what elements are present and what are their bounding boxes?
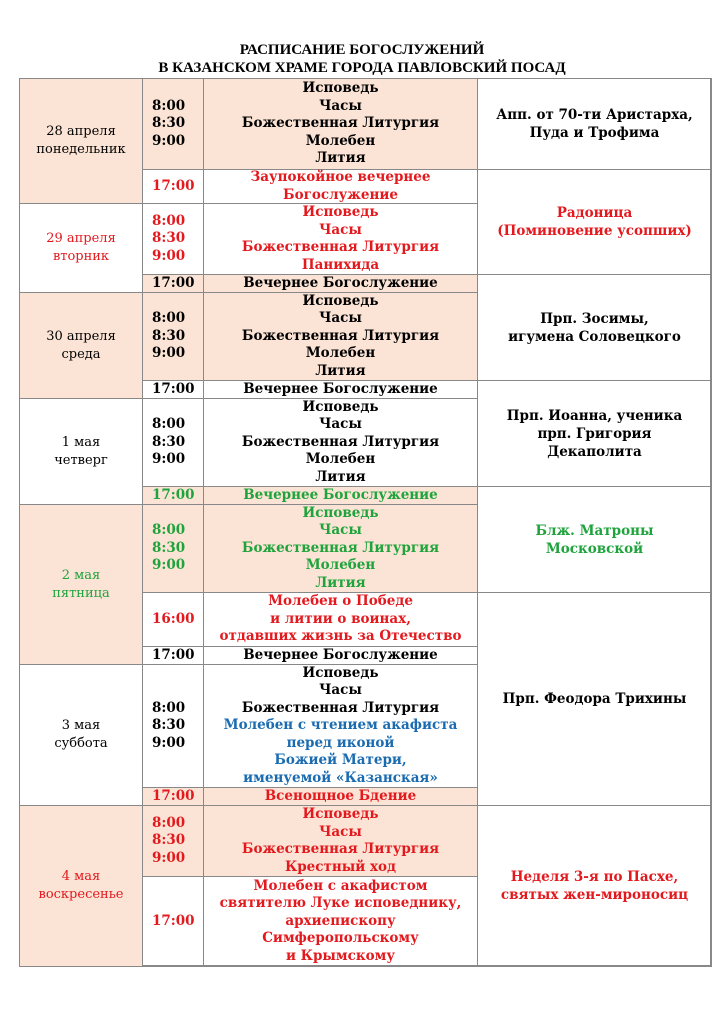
feast-name: Прп. Зосимы,	[540, 310, 649, 327]
feast-name: Декаполита	[547, 443, 642, 460]
time-cell	[142, 274, 204, 293]
service-cell	[203, 664, 478, 788]
service-name: Молебен	[305, 345, 376, 362]
service-name: Молебен	[305, 557, 376, 574]
time-cell	[142, 504, 204, 593]
day-weekday: вторник	[52, 249, 110, 264]
time-cell	[142, 646, 204, 665]
service-name: Божественная Литургия	[241, 327, 440, 344]
service-name: Божественная Литургия	[241, 539, 440, 556]
service-time: 8:00	[152, 97, 186, 114]
service-cell	[203, 274, 478, 293]
feast-cell	[477, 169, 712, 275]
service-name: Молебен с акафистом	[253, 877, 428, 894]
day-date: 2 мая	[61, 567, 101, 583]
service-name: Божественная Литургия	[241, 239, 440, 255]
day-cell	[19, 398, 143, 505]
service-cell	[203, 169, 478, 204]
service-time: 17:00	[152, 177, 195, 194]
service-cell	[203, 203, 478, 275]
service-name: святителю Луке исповеднику,	[219, 895, 462, 912]
day-cell	[19, 805, 143, 967]
time-cell	[142, 78, 204, 170]
service-time: 9:00	[152, 345, 186, 362]
service-name: Часы	[319, 682, 362, 699]
service-name: Молебен	[305, 132, 376, 149]
day-weekday: пятница	[52, 585, 110, 601]
service-time: 17:00	[152, 380, 195, 397]
service-name: Часы	[319, 823, 362, 840]
day-date: 28 апреля	[46, 124, 116, 139]
service-name: отдавших жизнь за Отечество	[219, 628, 462, 645]
day-cell	[19, 78, 143, 204]
service-cell	[203, 380, 478, 399]
day-date: 30 апреля	[46, 328, 116, 344]
feast-cell	[477, 78, 712, 170]
service-name: Божественная Литургия	[241, 841, 440, 857]
service-name: и Крымскому	[285, 947, 396, 964]
day-cell	[19, 292, 143, 399]
feast-cell	[477, 486, 712, 593]
service-name: Молебен о Победе	[268, 593, 413, 610]
feast-name: Московской	[545, 540, 644, 557]
service-cell	[203, 398, 478, 487]
feast-name: Радоница	[556, 205, 633, 221]
service-time: 16:00	[152, 610, 195, 627]
service-name: Часы	[319, 310, 362, 327]
time-cell	[142, 203, 204, 275]
schedule-title-line2: В КАЗАНСКОМ ХРАМЕ ГОРОДА ПАВЛОВСКИЙ ПОСАД	[158, 60, 566, 76]
service-name: перед иконой	[286, 734, 395, 751]
schedule-title-line1: РАСПИСАНИЕ БОГОСЛУЖЕНИЙ	[239, 42, 485, 58]
service-time: 17:00	[152, 787, 195, 804]
day-weekday: суббота	[54, 736, 108, 751]
service-name: Богослужение	[283, 186, 398, 203]
service-name: Вечернее Богослужение	[243, 274, 438, 291]
day-cell	[19, 664, 143, 806]
time-cell	[142, 292, 204, 381]
service-name: Лития	[315, 468, 366, 485]
day-cell	[19, 504, 143, 665]
feast-name: прп. Григория	[537, 425, 652, 442]
service-name: Часы	[319, 97, 362, 114]
feast-name: игумена Соловецкого	[508, 328, 681, 345]
service-name: Часы	[319, 416, 362, 433]
service-cell	[203, 787, 478, 806]
time-cell	[142, 876, 204, 967]
service-time: 8:30	[152, 433, 186, 450]
time-cell	[142, 805, 204, 877]
service-cell	[203, 876, 478, 967]
service-name: Исповедь	[302, 292, 379, 309]
service-name: именуемой «Казанская»	[243, 769, 438, 786]
service-name: Исповедь	[302, 504, 379, 521]
service-name: Крестный ход	[284, 858, 397, 875]
day-date: 1 мая	[61, 434, 101, 450]
day-weekday: воскресенье	[38, 887, 124, 902]
service-cell	[203, 504, 478, 593]
service-name: Исповедь	[302, 398, 379, 415]
day-cell	[19, 203, 143, 293]
service-name: Божественная Литургия	[241, 699, 440, 716]
service-time: 9:00	[152, 451, 186, 468]
service-cell	[203, 805, 478, 877]
service-name: Исповедь	[302, 204, 379, 220]
time-cell	[142, 169, 204, 204]
service-cell	[203, 646, 478, 665]
service-time: 17:00	[152, 646, 195, 663]
service-name: Вечернее Богослужение	[243, 646, 438, 663]
service-name: Заупокойное вечернее	[250, 169, 431, 185]
service-time: 9:00	[152, 734, 186, 751]
service-name: Часы	[319, 522, 362, 539]
service-name: Молебен	[305, 451, 376, 468]
feast-cell	[477, 805, 712, 967]
service-time: 8:30	[152, 327, 186, 344]
service-name: Лития	[315, 362, 366, 379]
feast-cell	[477, 274, 712, 381]
service-time: 8:30	[152, 832, 186, 849]
time-cell	[142, 664, 204, 788]
service-time: 8:30	[152, 539, 186, 556]
time-cell	[142, 787, 204, 806]
service-cell	[203, 78, 478, 170]
service-name: Лития	[315, 150, 366, 167]
service-time: 17:00	[152, 274, 195, 291]
service-name: Панихида	[301, 256, 380, 273]
service-time: 17:00	[152, 912, 195, 929]
service-time: 9:00	[152, 557, 186, 574]
service-name: Всенощное Бдение	[264, 787, 417, 804]
service-name: Божией Матери,	[274, 752, 407, 769]
service-time: 8:30	[152, 717, 186, 734]
service-name: Молебен с чтением акафиста	[223, 717, 458, 734]
service-time: 8:00	[152, 416, 186, 433]
service-time: 8:30	[152, 230, 186, 247]
day-weekday: четверг	[54, 452, 108, 468]
service-time: 8:00	[152, 522, 186, 539]
feast-name: святых жен-мироносиц	[500, 887, 689, 903]
day-date: 3 мая	[61, 718, 101, 733]
service-time: 8:00	[152, 814, 186, 831]
day-date: 29 апреля	[46, 231, 116, 246]
day-weekday: понедельник	[36, 142, 126, 157]
service-name: Симферопольскому	[262, 930, 419, 947]
service-cell	[203, 592, 478, 647]
service-name: Божественная Литургия	[241, 433, 440, 450]
service-time: 8:00	[152, 699, 186, 716]
feast-name: Прп. Иоанна, ученика	[506, 407, 683, 424]
day-weekday: среда	[61, 346, 101, 362]
service-name: Исповедь	[302, 806, 379, 822]
service-name: Лития	[315, 574, 366, 591]
service-time: 8:30	[152, 115, 186, 132]
service-name: Исповедь	[302, 80, 379, 97]
service-time: 9:00	[152, 132, 186, 149]
service-name: Часы	[319, 221, 362, 238]
service-name: Исповедь	[302, 664, 379, 681]
service-time: 17:00	[152, 486, 195, 503]
feast-name: Прп. Феодора Трихины	[502, 691, 687, 707]
time-cell	[142, 398, 204, 487]
feast-name: Пуда и Трофима	[529, 125, 660, 141]
service-cell	[203, 486, 478, 505]
feast-name: (Поминовение усопших)	[497, 223, 692, 239]
time-cell	[142, 592, 204, 647]
service-name: Вечернее Богослужение	[243, 380, 438, 397]
service-cell	[203, 292, 478, 381]
service-name: и литии о воинах,	[270, 610, 411, 627]
feast-name: Апп. от 70-ти Аристарха,	[496, 107, 693, 123]
service-time: 9:00	[152, 849, 186, 866]
service-name: Вечернее Богослужение	[243, 486, 438, 503]
time-cell	[142, 486, 204, 505]
feast-cell	[477, 592, 712, 806]
service-time: 8:00	[152, 212, 186, 229]
service-time: 9:00	[152, 247, 186, 264]
feast-cell	[477, 380, 712, 487]
feast-name: Блж. Матроны	[535, 522, 654, 539]
service-name: Божественная Литургия	[241, 115, 440, 132]
feast-name: Неделя 3-я по Пасхе,	[510, 869, 679, 885]
time-cell	[142, 380, 204, 399]
service-time: 8:00	[152, 310, 186, 327]
service-name: архиепископу	[285, 912, 396, 929]
day-date: 4 мая	[61, 869, 101, 884]
